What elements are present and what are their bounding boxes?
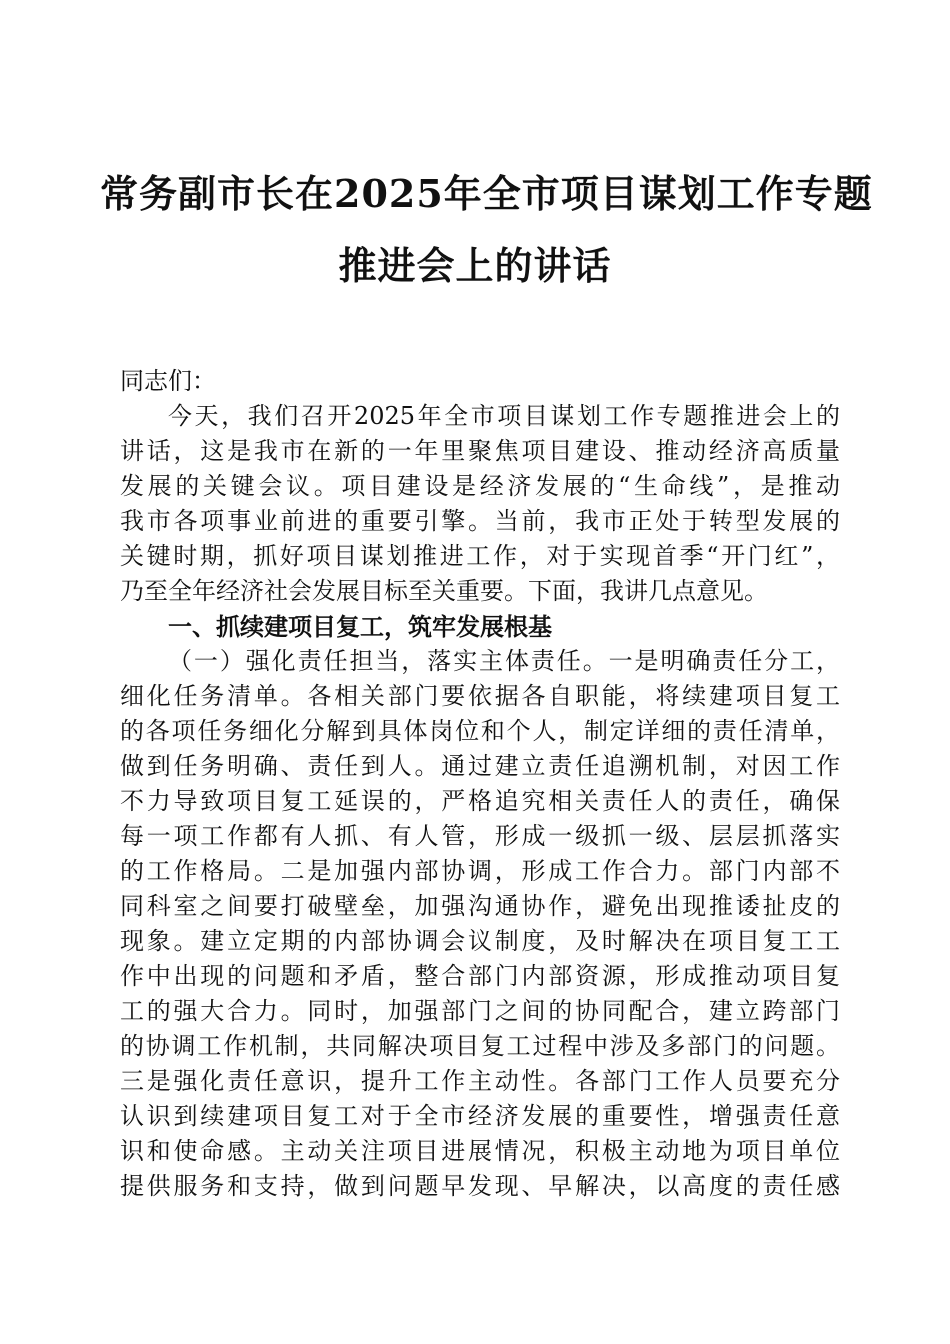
paragraph-line: 讲话，这是我市在新的一年里聚焦项目建设、推动经济高质量 (120, 437, 840, 465)
paragraph-line: 关键时期，抓好项目谋划推进工作，对于实现首季“开门红”， (120, 542, 840, 570)
paragraph-line: 乃至全年经济社会发展目标至关重要。下面，我讲几点意见。 (120, 577, 768, 605)
document-body (120, 364, 840, 1204)
paragraph-line: 现象。建立定期的内部协调会议制度，及时解决在项目复工工 (120, 927, 840, 955)
paragraph-line: 提供服务和支持，做到问题早发现、早解决，以高度的责任感 (120, 1172, 840, 1200)
paragraph-line: 每一项工作都有人抓、有人管，形成一级抓一级、层层抓落实 (120, 822, 840, 850)
paragraph-line: 的各项任务细化分解到具体岗位和个人，制定详细的责任清单， (120, 717, 840, 745)
section-heading: 一、抓续建项目复工，筑牢发展根基 (168, 612, 552, 641)
paragraph-line: 我市各项事业前进的重要引擎。当前，我市正处于转型发展的 (120, 507, 840, 535)
paragraph-line: 工的强大合力。同时，加强部门之间的协同配合，建立跨部门 (120, 997, 840, 1025)
paragraph-line: 的工作格局。二是加强内部协调，形成工作合力。部门内部不 (120, 857, 840, 885)
salutation: 同志们： (120, 367, 216, 395)
paragraph-line: 认识到续建项目复工对于全市经济发展的重要性，增强责任意 (120, 1102, 840, 1130)
document-title-line-1: 常务副市长在2025年全市项目谋划工作专题 (100, 171, 873, 216)
paragraph-line: 的协调工作机制，共同解决项目复工过程中涉及多部门的问题。 (120, 1032, 840, 1060)
paragraph-line: 今天，我们召开2025年全市项目谋划工作专题推进会上的 (168, 402, 840, 430)
paragraph-line: 三是强化责任意识，提升工作主动性。各部门工作人员要充分 (120, 1067, 840, 1095)
paragraph-line: 作中出现的问题和矛盾，整合部门内部资源，形成推动项目复 (120, 962, 840, 990)
paragraph-line: 细化任务清单。各相关部门要依据各自职能，将续建项目复工 (120, 682, 840, 710)
paragraph-line: （一）强化责任担当，落实主体责任。一是明确责任分工， (168, 647, 840, 675)
paragraph-line: 识和使命感。主动关注项目进展情况，积极主动地为项目单位 (120, 1137, 840, 1165)
paragraph-line: 不力导致项目复工延误的，严格追究相关责任人的责任，确保 (120, 787, 840, 815)
paragraph-line: 同科室之间要打破壁垒，加强沟通协作，避免出现推诿扯皮的 (120, 892, 840, 920)
document-title-line-2: 推进会上的讲话 (338, 243, 612, 288)
paragraph-line: 发展的关键会议。项目建设是经济发展的“生命线”，是推动 (120, 472, 840, 500)
paragraph-line: 做到任务明确、责任到人。通过建立责任追溯机制，对因工作 (120, 752, 840, 780)
